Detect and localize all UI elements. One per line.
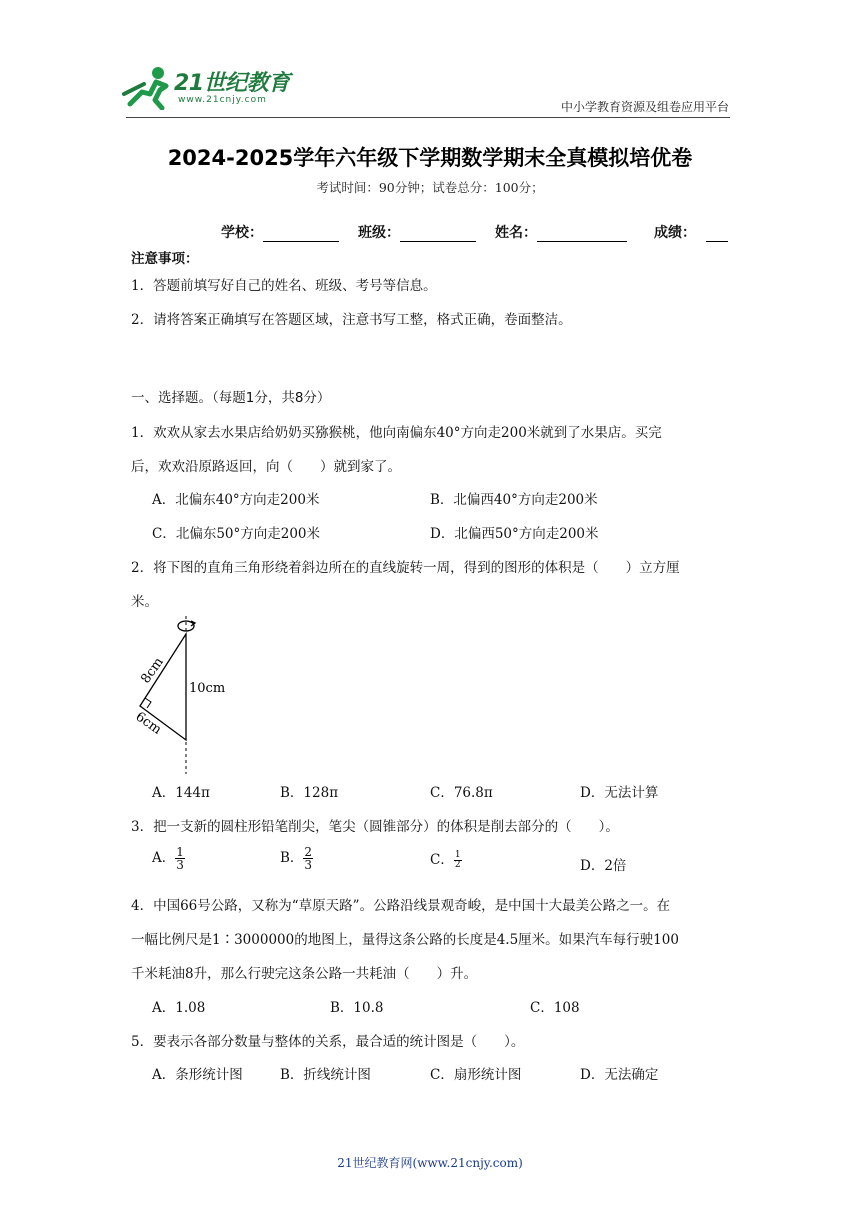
question-2-text-cont: 米。 [131, 594, 158, 610]
q1-option-d[interactable]: D．北偏西50°方向走200米 [430, 526, 599, 542]
question-5-text: 5．要表示各部分数量与整体的关系，最合适的统计图是（ ）。 [131, 1034, 525, 1050]
question-4-text-cont: 一幅比例尺是1∶3000000的地图上，量得这条公路的长度是4.5厘米。如果汽车每行驶100 [131, 932, 679, 948]
question-3-text: 3．把一支新的圆柱形铅笔削尖，笔尖（圆锥部分）的体积是削去部分的（ ）。 [131, 819, 619, 835]
class-label: 班级： [358, 225, 400, 241]
school-blank[interactable] [263, 227, 339, 242]
site-logo [122, 64, 292, 116]
q3-option-b[interactable] [280, 846, 313, 871]
q3-option-c-label: C． [430, 852, 454, 868]
class-field[interactable] [358, 222, 476, 242]
page-title: 2024-2025学年六年级下学期数学期末全真模拟培优卷 [167, 146, 693, 170]
q5-option-d[interactable]: D．无法确定 [580, 1067, 659, 1083]
q4-option-b[interactable]: B．10.8 [330, 1000, 384, 1016]
question-1-text-cont: 后，欢欢沿原路返回，向（ ）就到家了。 [131, 459, 401, 475]
side-8cm-label: 8cm [138, 654, 167, 687]
name-field[interactable] [495, 222, 627, 242]
q4-option-c[interactable]: C．108 [530, 1000, 580, 1016]
notice-item: 2．请将答案正确填写在答题区域，注意书写工整，格式正确，卷面整洁。 [131, 312, 572, 328]
q3-option-b-label: B． [280, 850, 304, 866]
q3-option-a[interactable] [152, 846, 185, 871]
school-label: 学校： [221, 225, 263, 241]
class-blank[interactable] [400, 227, 476, 242]
notice-title: 注意事项： [131, 251, 199, 267]
fraction-numerator: 1 [176, 845, 184, 859]
footer-link[interactable]: 21世纪教育网(www.21cnjy.com) [337, 1156, 523, 1170]
question-1-text: 1．欢欢从家去水果店给奶奶买猕猴桃，他向南偏东40°方向走200米就到了水果店。买完 [131, 425, 662, 441]
q5-option-c[interactable]: C．扇形统计图 [430, 1067, 522, 1083]
q1-option-b[interactable]: B．北偏西40°方向走200米 [430, 492, 598, 508]
q2-option-b[interactable]: B．128π [280, 785, 339, 801]
right-triangle-figure [133, 614, 233, 774]
name-blank[interactable] [537, 227, 627, 242]
fraction-one-half [454, 851, 462, 870]
fraction-numerator: 2 [304, 845, 313, 859]
score-label: 成绩： [654, 225, 696, 241]
triangle-diagram [133, 614, 233, 774]
q1-option-a[interactable]: A．北偏东40°方向走200米 [152, 492, 320, 508]
question-4-text: 4．中国66号公路，又称为“草原天路”。公路沿线景观奇峻，是中国十大最美公路之一。在 [131, 898, 671, 914]
fraction-one-third [175, 846, 185, 871]
name-label: 姓名： [495, 225, 537, 241]
notice-item: 1．答题前填写好自己的姓名、班级、考号等信息。 [131, 278, 437, 294]
fraction-denominator: 3 [304, 858, 313, 872]
q5-option-b[interactable]: B．折线统计图 [280, 1067, 371, 1083]
q3-option-a-label: A． [152, 850, 176, 866]
school-field[interactable] [221, 222, 339, 242]
exam-meta: 考试时间：90分钟；试卷总分：100分； [316, 180, 544, 195]
q3-option-c[interactable] [430, 848, 462, 870]
header-divider [126, 117, 730, 118]
score-field[interactable] [654, 222, 728, 242]
fraction-denominator: 3 [176, 858, 184, 872]
side-6cm-label: 6cm [133, 709, 165, 738]
q1-option-c[interactable]: C．北偏东50°方向走200米 [152, 526, 321, 542]
q5-option-a[interactable]: A．条形统计图 [152, 1067, 243, 1083]
q2-option-c[interactable]: C．76.8π [430, 785, 493, 801]
runner-logo-icon [122, 64, 174, 110]
section-heading: 一、选择题。（每题1分，共8分） [131, 390, 331, 406]
q4-option-a[interactable]: A．1.08 [152, 1000, 206, 1016]
q3-option-d[interactable]: D．2倍 [580, 858, 627, 874]
fraction-numerator: 1 [454, 850, 461, 860]
logo-url: www.21cnjy.com [178, 95, 267, 105]
q2-option-d[interactable]: D．无法计算 [580, 785, 659, 801]
score-blank[interactable] [706, 227, 728, 242]
question-4-text-cont: 千米耗油8升，那么行驶完这条公路一共耗油（ ）升。 [131, 966, 478, 982]
question-2-text: 2．将下图的直角三角形绕着斜边所在的直线旋转一周，得到的图形的体积是（ ）立方厘 [131, 560, 680, 576]
hypotenuse-label: 10cm [189, 681, 226, 696]
q2-option-a[interactable]: A．144π [152, 785, 210, 801]
platform-label: 中小学教育资源及组卷应用平台 [560, 100, 729, 114]
fraction-denominator: 2 [454, 860, 461, 870]
fraction-two-thirds [303, 846, 313, 871]
logo-text: 21世纪教育 [174, 71, 290, 96]
